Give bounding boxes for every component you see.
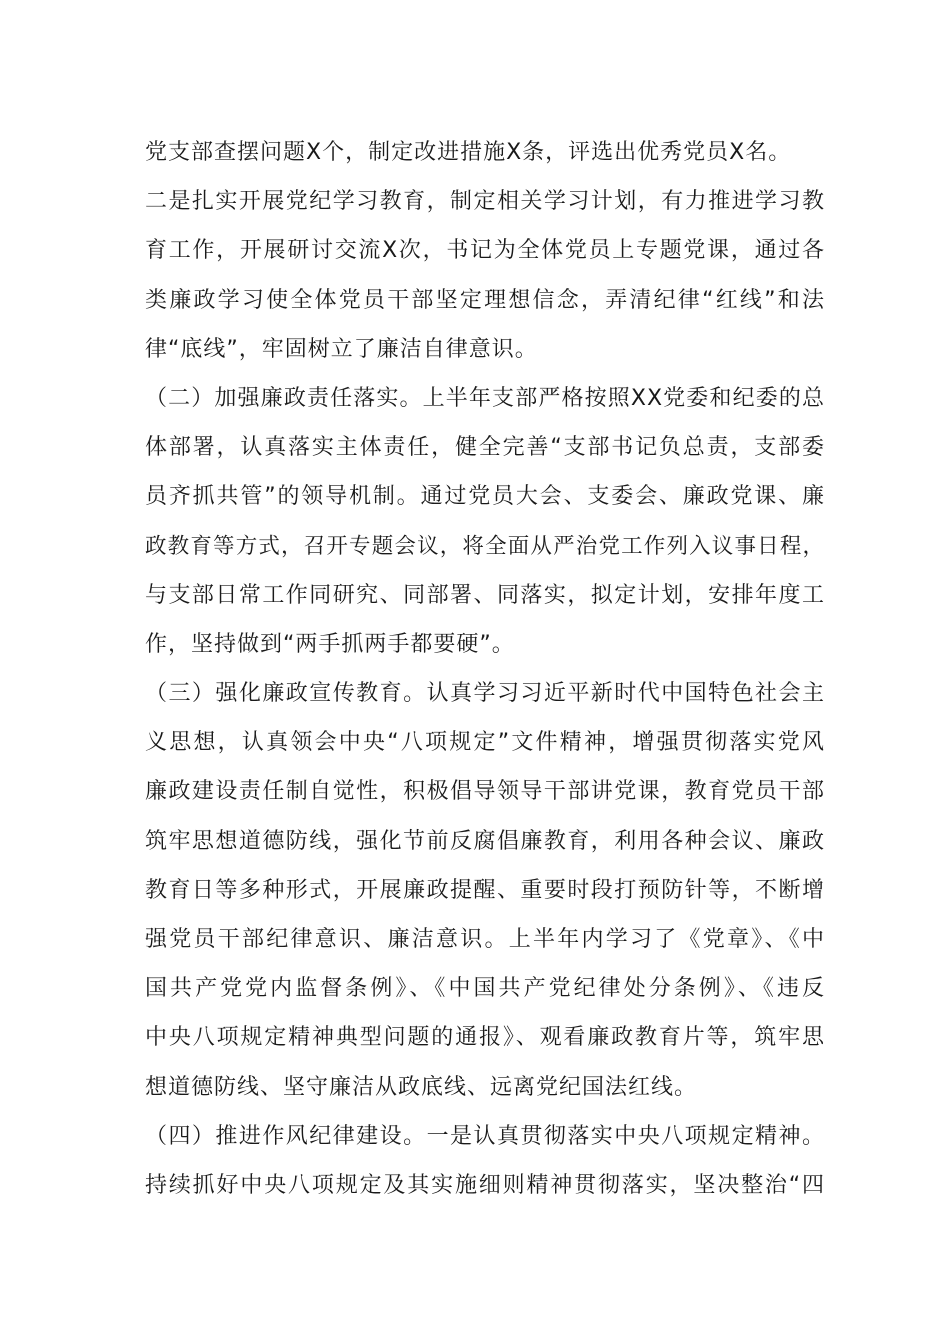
document-body <box>145 128 825 1210</box>
text-line-7: 体部署，认真落实主体责任，健全完善“支部书记负总责，支部委 <box>145 435 825 461</box>
text-line-3: 育工作，开展研讨交流X次，书记为全体党员上专题党课，通过各 <box>145 238 825 264</box>
text-line-15: 筑牢思想道德防线，强化节前反腐倡廉教育，利用各种会议、廉政 <box>145 828 825 854</box>
text-line-2: 二是扎实开展党纪学习教育，制定相关学习计划，有力推进学习教 <box>145 189 825 215</box>
text-line-11: 作，坚持做到“两手抓两手都要硬”。 <box>145 631 515 657</box>
text-line-20: 想道德防线、坚守廉洁从政底线、远离党纪国法红线。 <box>145 1074 698 1100</box>
text-line-21: （四）推进作风纪律建设。一是认真贯彻落实中央八项规定精神。 <box>145 1123 825 1149</box>
text-line-16: 教育日等多种形式，开展廉政提醒、重要时段打预防针等，不断增 <box>145 877 825 903</box>
text-line-17: 强党员干部纪律意识、廉洁意识。上半年内学习了《党章》、《中 <box>145 927 825 952</box>
text-line-18: 国共产党党内监督条例》、《中国共产党纪律处分条例》、《违反 <box>145 976 825 1002</box>
text-line-22: 持续抓好中央八项规定及其实施细则精神贯彻落实，坚决整治“四 <box>145 1172 825 1198</box>
text-line-4: 类廉政学习使全体党员干部坚定理想信念，弄清纪律“红线”和法 <box>145 287 825 313</box>
text-line-9: 政教育等方式，召开专题会议，将全面从严治党工作列入议事日程， <box>145 533 825 559</box>
text-line-14: 廉政建设责任制自觉性，积极倡导领导干部讲党课，教育党员干部 <box>145 779 825 805</box>
text-line-6: （二）加强廉政责任落实。上半年支部严格按照XX党委和纪委的总 <box>145 385 825 411</box>
text-line-1: 党支部查摆问题X个，制定改进措施X条，评选出优秀党员X名。 <box>145 140 792 165</box>
text-line-19: 中央八项规定精神典型问题的通报》、观看廉政教育片等，筑牢思 <box>145 1025 825 1051</box>
text-line-10: 与支部日常工作同研究、同部署、同落实，拟定计划，安排年度工 <box>145 582 825 608</box>
text-line-5: 律“底线”，牢固树立了廉洁自律意识。 <box>145 336 538 362</box>
text-line-13: 义思想，认真领会中央“八项规定”文件精神，增强贯彻落实党风 <box>145 730 825 756</box>
text-line-12: （三）强化廉政宣传教育。认真学习习近平新时代中国特色社会主 <box>145 681 825 707</box>
text-line-8: 员齐抓共管”的领导机制。通过党员大会、支委会、廉政党课、廉 <box>145 484 825 510</box>
